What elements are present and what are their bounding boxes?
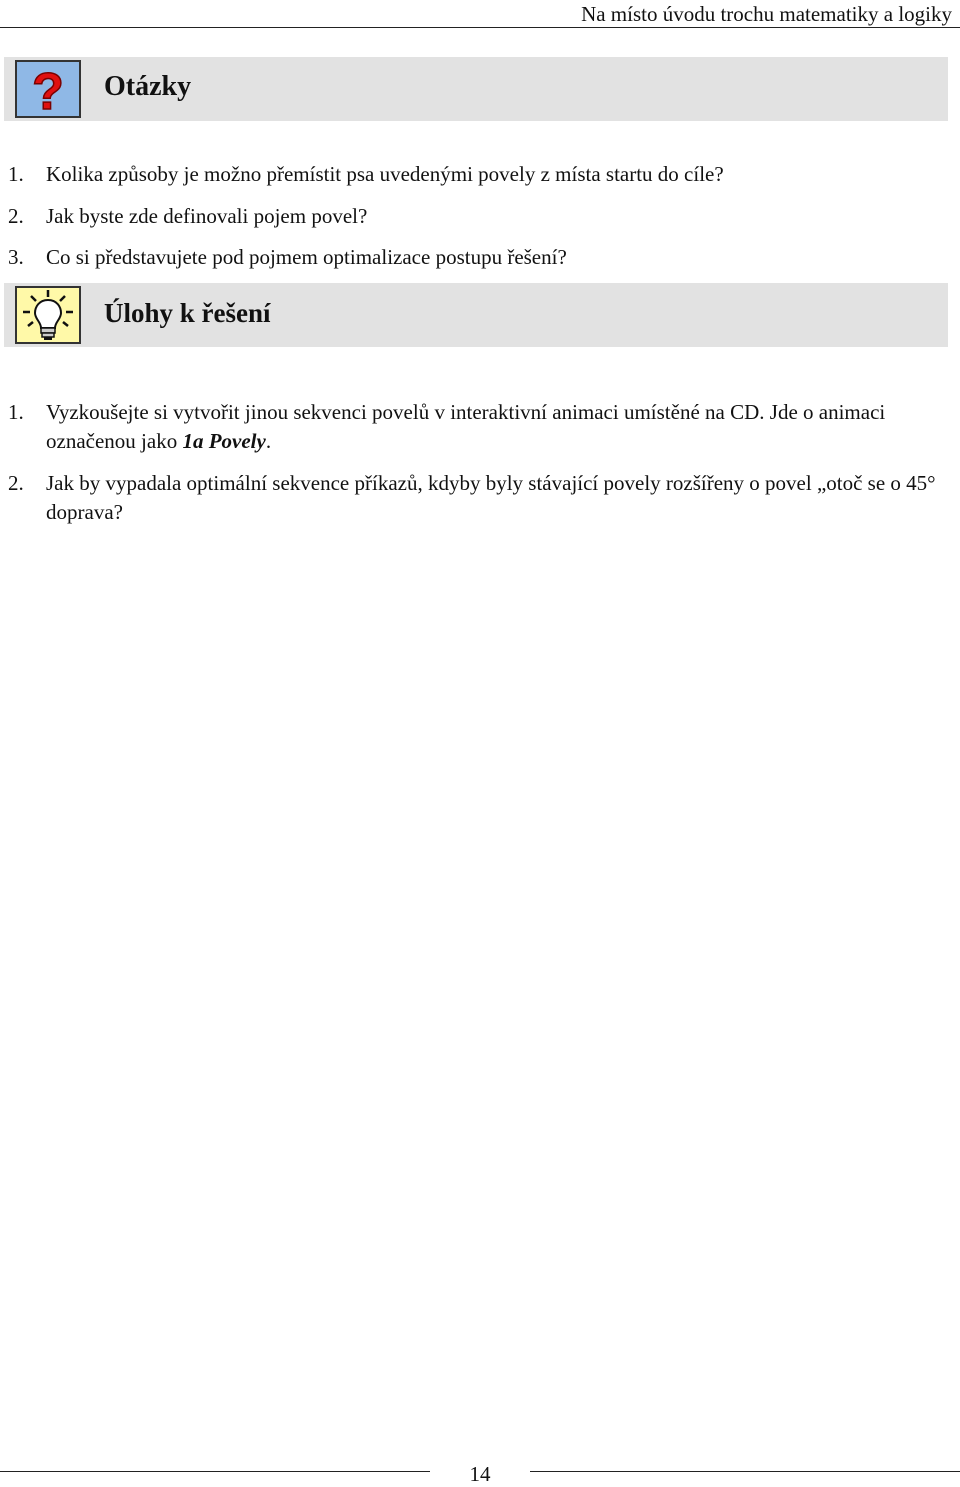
item-number: 1. — [8, 162, 24, 186]
list-item — [8, 469, 952, 527]
item-text — [46, 398, 952, 456]
item-text-part: . — [265, 429, 272, 453]
running-title: Na místo úvodu trochu matematiky a logiky — [581, 2, 952, 26]
footer-rule-left — [0, 1471, 430, 1472]
item-number: 3. — [8, 245, 24, 269]
question-mark-icon — [15, 60, 81, 118]
list-item — [8, 243, 952, 272]
item-text: Co si představujete pod pojmem optimalizace postupu řešení? — [46, 245, 567, 269]
lightbulb-icon — [15, 286, 81, 344]
item-number: 2. — [8, 204, 24, 228]
list-item — [8, 398, 952, 456]
item-text: Jak byste zde definovali pojem povel? — [46, 204, 368, 228]
list-item — [8, 202, 952, 231]
item-number: 1. — [8, 400, 24, 424]
section-bar-questions — [4, 57, 948, 121]
running-header — [0, 0, 960, 28]
section-title-tasks: Úlohy k řešení — [104, 298, 271, 328]
animation-name: 1a Povely — [182, 429, 266, 453]
list-item — [8, 160, 952, 189]
page-number: 14 — [469, 1462, 491, 1486]
footer-rule-right — [530, 1471, 960, 1472]
section-bar-tasks — [4, 283, 948, 347]
item-text: Kolika způsoby je možno přemístit psa uvedenými povely z místa startu do cíle? — [46, 162, 724, 186]
item-text: Jak by vypadala optimální sekvence příkazů, kdyby byly stávající povely rozšířeny o povel „otoč se o 45° doprava? — [46, 471, 936, 524]
section-title-questions: Otázky — [104, 71, 192, 102]
svg-text:?: ? — [32, 63, 64, 116]
item-number: 2. — [8, 471, 24, 495]
item-text-part: Vyzkoušejte si vytvořit jinou sekvenci povelů v interaktivní animaci umístěné na CD. Jde o animaci označenou jako — [46, 400, 886, 453]
